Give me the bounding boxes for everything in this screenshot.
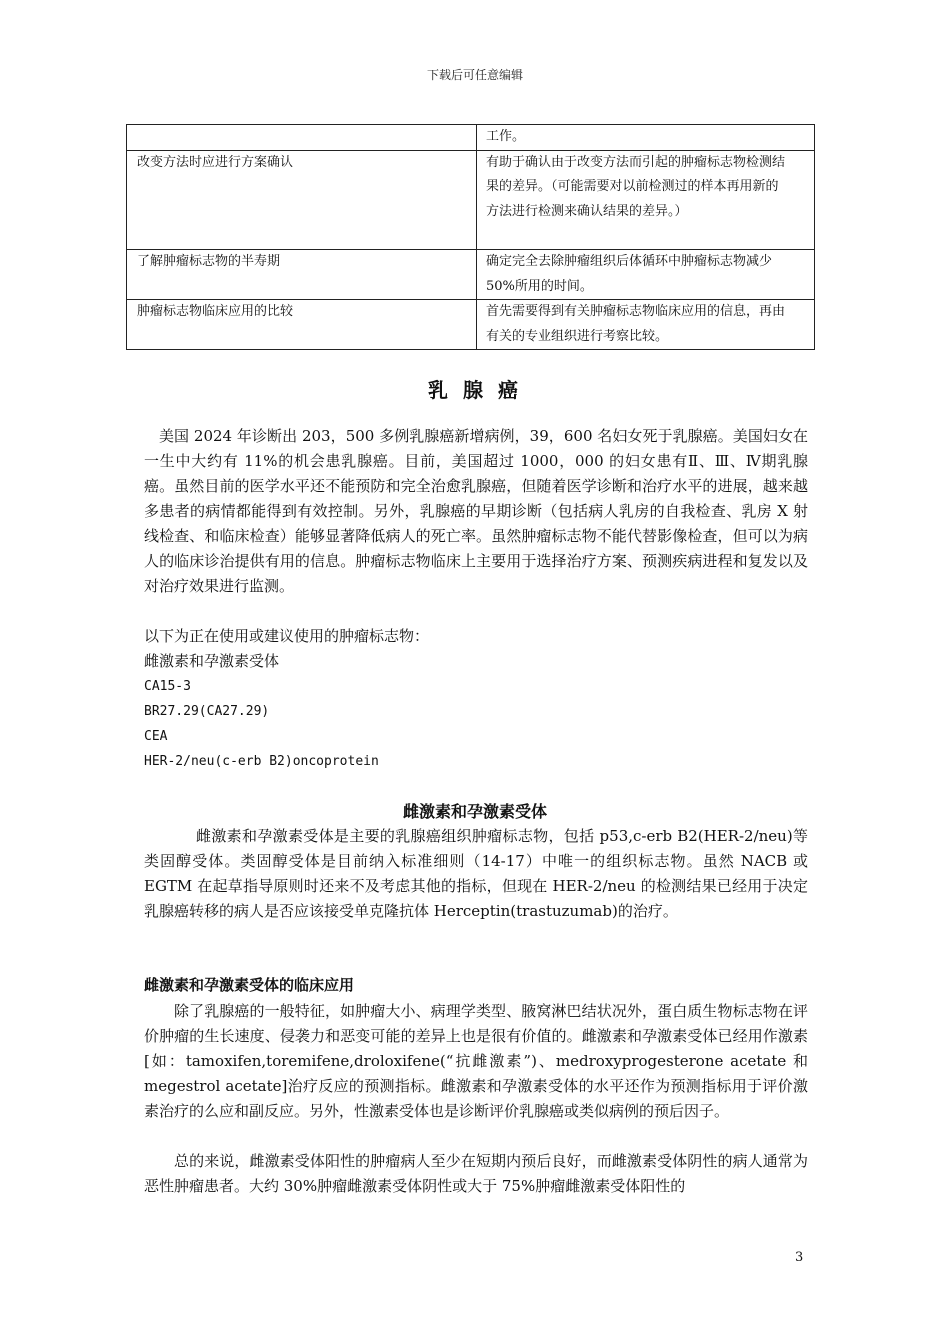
table-cell-left: 了解肿瘤标志物的半寿期 [127,250,477,300]
table-cell-right [477,300,815,350]
receptor-paragraph: 雌激素和孕激素受体是主要的乳腺癌组织肿瘤标志物，包括 p53,c-erb B2(HER-2/neu)等类固醇受体。类固醇受体是目前纳入标准细则（14-17）中唯一的组织标志物。虽然 NACB 或 EGTM 在起草指导原则时还来不及考虑其他的指标，但现在 HER-2/neu 的检测结果已经用于决定乳腺癌转移的病人是否应该接受单克隆抗体 Herceptin(trastuzumab)的治疗。 [144,827,808,920]
cell-line: 工作。 [486,129,526,144]
table-cell-left [127,125,477,151]
clinical-title: 雌激素和孕激素受体的临床应用 [144,976,355,994]
cell-line: 50%所用的时间。 [486,278,593,294]
table-cell-right [477,150,815,250]
summary-paragraph: 总的来说，雌激素受体阳性的肿瘤病人至少在短期内预后良好，而雌激素受体阴性的病人通常为恶性肿瘤患者。大约 30%肿瘤雌激素受体阴性或大于 75%肿瘤雌激素受体阳性的 [144,1152,808,1195]
list-item: HER-2/neu(c-erb B2)oncoprotein [144,754,379,769]
table-cell-right [477,250,815,300]
clinical-paragraph: 除了乳腺癌的一般特征，如肿瘤大小、病理学类型、腋窝淋巴结状况外，蛋白质生物标志物在评价肿瘤的生长速度、侵袭力和恶变可能的差异上也是很有价值的。雌激素和孕激素受体已经用作激素[如：tamoxifen,toremifene,droloxifene(“抗雌激素”)、medroxyprogesterone acetate 和 megestrol acetate]治疗反应的预测指标。雌激素和孕激素受体的水平还作为预测指标用于评价激素治疗的么应和副反应。另外，性激素受体也是诊断评价乳腺癌或类似病例的预后因子。 [144,1002,808,1120]
cell-line: 有助于确认由于改变方法而引起的肿瘤标志物检测结 [486,154,786,170]
cell-line: 果的差异。（可能需要对以前检测过的样本再用新的 [486,179,779,194]
page-number: 3 [795,1250,804,1265]
table-row [127,250,815,300]
header-note: 下载后可任意编辑 [426,68,523,82]
cell-line: 确定完全去除肿瘤组织后体循环中肿瘤标志物减少 [486,254,773,269]
list-item: CA15-3 [144,679,191,694]
table-cell-right [477,125,815,151]
table-row [127,300,815,350]
subsection-title: 雌激素和孕激素受体 [402,802,547,821]
table-cell-left: 改变方法时应进行方案确认 [127,150,477,250]
list-item: 雌激素和孕激素受体 [144,652,280,670]
table-row [127,125,815,151]
cell-line: 有关的专业组织进行考察比较。 [486,328,669,344]
info-table [126,124,815,350]
cell-line: 首先需要得到有关肿瘤标志物临床应用的信息，再由 [486,304,786,319]
table-cell-left: 肿瘤标志物临床应用的比较 [127,300,477,350]
marker-list [144,624,808,774]
list-intro: 以下为正在使用或建议使用的肿瘤标志物： [144,627,430,645]
table-row [127,150,815,250]
section-title: 乳 腺 癌 [428,378,522,402]
list-item: CEA [144,729,168,744]
list-item: BR27.29(CA27.29) [144,704,270,719]
cell-line: 方法进行检测来确认结果的差异。） [486,203,688,219]
intro-paragraph: 美国 2024 年诊断出 203，500 多例乳腺癌新增病例，39，600 名妇女死于乳腺癌。美国妇女在一生中大约有 11%的机会患乳腺癌。目前，美国超过 1000，000 的妇女患有Ⅱ、Ⅲ、Ⅳ期乳腺癌。虽然目前的医学水平还不能预防和完全治愈乳腺癌，但随着医学诊断和治疗水平的进展，越来越多患者的病情都能得到有效控制。另外，乳腺癌的早期诊断（包括病人乳房的自我检查、乳房 X 射线检查、和临床检查）能够显著降低病人的死亡率。虽然肿瘤标志物不能代替影像检查，但可以为病人的临床诊治提供有用的信息。肿瘤标志物临床上主要用于选择治疗方案、预测疾病进程和复发以及对治疗效果进行监测。 [144,427,808,595]
